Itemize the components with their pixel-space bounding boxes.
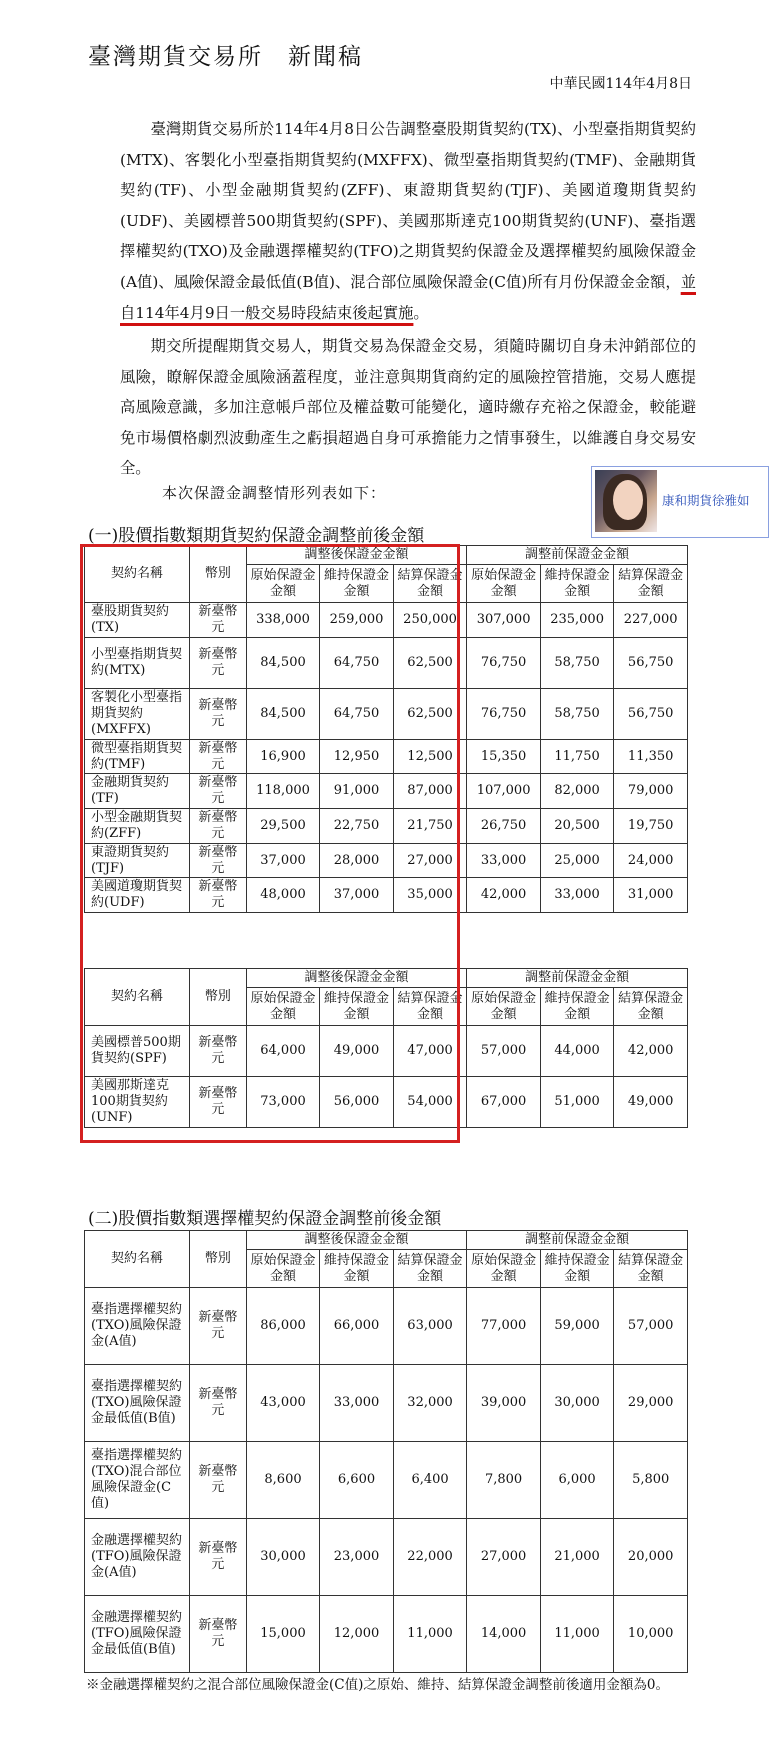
currency-cell: 新臺幣元 <box>190 878 247 913</box>
header-settlement-before: 結算保證金金額 <box>614 988 688 1026</box>
header-initial-before: 原始保證金金額 <box>467 988 541 1026</box>
margin-value: 6,400 <box>393 1442 467 1519</box>
currency-cell: 新臺幣元 <box>190 844 247 878</box>
contract-name: 小型臺指期貨契約(MTX) <box>85 638 190 689</box>
contract-name: 金融選擇權契約(TFO)風險保證金(A值) <box>85 1519 190 1596</box>
header-contract: 契約名稱 <box>85 1231 190 1288</box>
margin-value: 5,800 <box>614 1442 688 1519</box>
margin-value: 39,000 <box>467 1365 541 1442</box>
margin-value: 33,000 <box>320 1365 394 1442</box>
table-row <box>85 1288 688 1365</box>
contract-name: 微型臺指期貨契約(TMF) <box>85 740 190 774</box>
margin-value: 37,000 <box>320 878 394 913</box>
margin-value: 33,000 <box>540 878 614 913</box>
author-name: 康和期貨徐雅如 <box>662 493 750 508</box>
header-initial-before: 原始保證金金額 <box>467 1250 541 1288</box>
margin-value: 12,950 <box>320 740 394 774</box>
page-title: 臺灣期貨交易所 新聞稿 <box>88 44 363 70</box>
margin-value: 25,000 <box>540 844 614 878</box>
margin-value: 11,000 <box>393 1596 467 1673</box>
header-maintenance-after: 維持保證金金額 <box>320 565 394 603</box>
table-row <box>85 1519 688 1596</box>
margin-value: 76,750 <box>467 689 541 740</box>
margin-value: 11,350 <box>614 740 688 774</box>
margin-value: 56,750 <box>614 689 688 740</box>
currency-cell: 新臺幣元 <box>190 1365 247 1442</box>
header-after: 調整後保證金金額 <box>246 546 467 565</box>
margin-value: 67,000 <box>467 1077 541 1128</box>
options-margin-table <box>84 1230 688 1673</box>
header-settlement-after: 結算保證金金額 <box>393 1250 467 1288</box>
margin-value: 66,000 <box>320 1288 394 1365</box>
margin-value: 77,000 <box>467 1288 541 1365</box>
margin-value: 19,750 <box>614 809 688 844</box>
announcement-text: 臺灣期貨交易所於114年4月8日公告調整臺股期貨契約(TX)、小型臺指期貨契約(MTX)、客製化小型臺指期貨契約(MXFFX)、微型臺指期貨契約(TMF)、金融期貨契約(TF)、小型金融期貨契約(ZFF)、東證期貨契約(TJF)、美國道瓊期貨契約(UDF)、美國標普500期貨契約(SPF)、美國那斯達克100期貨契約(UNF)、臺指選擇權契約(TXO)及金融選擇權契約(TFO)之期貨契約保證金及選擇權契約風險保證金(A值)、風險保證金最低值(B值)、混合部位風險保證金(C值)所有月份保證金金額， <box>120 120 696 291</box>
margin-value: 47,000 <box>393 1026 467 1077</box>
avatar-photo-icon <box>595 470 657 532</box>
margin-value: 12,500 <box>393 740 467 774</box>
author-badge <box>591 466 769 538</box>
currency-cell: 新臺幣元 <box>190 1442 247 1519</box>
header-maintenance-after: 維持保證金金額 <box>320 1250 394 1288</box>
contract-name: 美國標普500期貨契約(SPF) <box>85 1026 190 1077</box>
margin-value: 57,000 <box>467 1026 541 1077</box>
contract-name: 金融期貨契約(TF) <box>85 774 190 809</box>
margin-value: 8,600 <box>246 1442 320 1519</box>
margin-value: 259,000 <box>320 603 394 638</box>
header-settlement-before: 結算保證金金額 <box>614 565 688 603</box>
header-settlement-after: 結算保證金金額 <box>393 565 467 603</box>
header-initial-before: 原始保證金金額 <box>467 565 541 603</box>
header-before: 調整前保證金金額 <box>467 1231 688 1250</box>
margin-value: 12,000 <box>320 1596 394 1673</box>
currency-cell: 新臺幣元 <box>190 740 247 774</box>
margin-value: 48,000 <box>246 878 320 913</box>
contract-name: 美國道瓊期貨契約(UDF) <box>85 878 190 913</box>
header-settlement-before: 結算保證金金額 <box>614 1250 688 1288</box>
margin-value: 24,000 <box>614 844 688 878</box>
margin-value: 107,000 <box>467 774 541 809</box>
margin-value: 76,750 <box>467 638 541 689</box>
margin-value: 15,350 <box>467 740 541 774</box>
margin-value: 16,900 <box>246 740 320 774</box>
header-before: 調整前保證金金額 <box>467 969 688 988</box>
margin-value: 30,000 <box>540 1365 614 1442</box>
margin-value: 57,000 <box>614 1288 688 1365</box>
paragraph-announcement <box>120 114 696 328</box>
header-currency: 幣別 <box>190 1231 247 1288</box>
currency-cell: 新臺幣元 <box>190 638 247 689</box>
margin-value: 6,600 <box>320 1442 394 1519</box>
contract-name: 臺股期貨契約(TX) <box>85 603 190 638</box>
contract-name: 小型金融期貨契約(ZFF) <box>85 809 190 844</box>
header-after: 調整後保證金金額 <box>246 969 467 988</box>
margin-value: 21,000 <box>540 1519 614 1596</box>
table-row <box>85 1596 688 1673</box>
margin-value: 37,000 <box>246 844 320 878</box>
margin-value: 30,000 <box>246 1519 320 1596</box>
margin-value: 54,000 <box>393 1077 467 1128</box>
header-initial-after: 原始保證金金額 <box>246 988 320 1026</box>
header-maintenance-before: 維持保證金金額 <box>540 988 614 1026</box>
margin-value: 21,750 <box>393 809 467 844</box>
table-row <box>85 1365 688 1442</box>
margin-value: 86,000 <box>246 1288 320 1365</box>
margin-value: 31,000 <box>614 878 688 913</box>
currency-cell: 新臺幣元 <box>190 809 247 844</box>
margin-value: 250,000 <box>393 603 467 638</box>
header-settlement-after: 結算保證金金額 <box>393 988 467 1026</box>
header-maintenance-before: 維持保證金金額 <box>540 1250 614 1288</box>
currency-cell: 新臺幣元 <box>190 1519 247 1596</box>
margin-value: 49,000 <box>320 1026 394 1077</box>
margin-value: 118,000 <box>246 774 320 809</box>
currency-cell: 新臺幣元 <box>190 603 247 638</box>
contract-name: 金融選擇權契約(TFO)風險保證金最低值(B值) <box>85 1596 190 1673</box>
margin-value: 14,000 <box>467 1596 541 1673</box>
margin-value: 58,750 <box>540 689 614 740</box>
margin-value: 27,000 <box>393 844 467 878</box>
margin-value: 64,750 <box>320 638 394 689</box>
margin-value: 73,000 <box>246 1077 320 1128</box>
margin-value: 84,500 <box>246 638 320 689</box>
margin-value: 23,000 <box>320 1519 394 1596</box>
margin-value: 91,000 <box>320 774 394 809</box>
highlight-box <box>80 544 460 1143</box>
margin-value: 20,500 <box>540 809 614 844</box>
margin-value: 82,000 <box>540 774 614 809</box>
table-intro: 本次保證金調整情形列表如下： <box>162 484 387 502</box>
currency-cell: 新臺幣元 <box>190 689 247 740</box>
margin-value: 64,000 <box>246 1026 320 1077</box>
margin-value: 62,500 <box>393 638 467 689</box>
margin-value: 49,000 <box>614 1077 688 1128</box>
margin-value: 56,750 <box>614 638 688 689</box>
margin-value: 35,000 <box>393 878 467 913</box>
margin-value: 42,000 <box>467 878 541 913</box>
table-row <box>85 1442 688 1519</box>
margin-value: 64,750 <box>320 689 394 740</box>
margin-value: 62,500 <box>393 689 467 740</box>
margin-value: 32,000 <box>393 1365 467 1442</box>
margin-value: 6,000 <box>540 1442 614 1519</box>
currency-cell: 新臺幣元 <box>190 1288 247 1365</box>
currency-cell: 新臺幣元 <box>190 1596 247 1673</box>
margin-value: 227,000 <box>614 603 688 638</box>
header-after: 調整後保證金金額 <box>246 1231 467 1250</box>
margin-value: 11,000 <box>540 1596 614 1673</box>
section1-title: (一)股價指數類期貨契約保證金調整前後金額 <box>88 526 425 546</box>
header-contract: 契約名稱 <box>85 969 190 1026</box>
margin-value: 59,000 <box>540 1288 614 1365</box>
margin-value: 338,000 <box>246 603 320 638</box>
header-initial-after: 原始保證金金額 <box>246 1250 320 1288</box>
margin-value: 29,000 <box>614 1365 688 1442</box>
currency-cell: 新臺幣元 <box>190 1026 247 1077</box>
header-initial-after: 原始保證金金額 <box>246 565 320 603</box>
margin-value: 28,000 <box>320 844 394 878</box>
margin-value: 58,750 <box>540 638 614 689</box>
contract-name: 臺指選擇權契約(TXO)風險保證金(A值) <box>85 1288 190 1365</box>
release-date: 中華民國114年4月8日 <box>549 76 692 92</box>
contract-name: 臺指選擇權契約(TXO)風險保證金最低值(B值) <box>85 1365 190 1442</box>
margin-value: 51,000 <box>540 1077 614 1128</box>
header-before: 調整前保證金金額 <box>467 546 688 565</box>
header-contract: 契約名稱 <box>85 546 190 603</box>
header-maintenance-after: 維持保證金金額 <box>320 988 394 1026</box>
section2-title: (二)股價指數類選擇權契約保證金調整前後金額 <box>88 1209 442 1229</box>
margin-value: 11,750 <box>540 740 614 774</box>
announcement-end: 。 <box>413 303 429 322</box>
margin-value: 10,000 <box>614 1596 688 1673</box>
header-currency: 幣別 <box>190 546 247 603</box>
margin-value: 27,000 <box>467 1519 541 1596</box>
margin-value: 7,800 <box>467 1442 541 1519</box>
margin-value: 33,000 <box>467 844 541 878</box>
margin-value: 15,000 <box>246 1596 320 1673</box>
margin-value: 26,750 <box>467 809 541 844</box>
margin-value: 22,750 <box>320 809 394 844</box>
margin-value: 84,500 <box>246 689 320 740</box>
margin-value: 43,000 <box>246 1365 320 1442</box>
footnote: ※金融選擇權契約之混合部位風險保證金(C值)之原始、維持、結算保證金調整前後適用金額為0。 <box>86 1677 669 1693</box>
margin-value: 79,000 <box>614 774 688 809</box>
margin-value: 29,500 <box>246 809 320 844</box>
margin-value: 20,000 <box>614 1519 688 1596</box>
header-currency: 幣別 <box>190 969 247 1026</box>
contract-name: 臺指選擇權契約(TXO)混合部位風險保證金(C值) <box>85 1442 190 1519</box>
margin-value: 56,000 <box>320 1077 394 1128</box>
effective-date-highlight: 並自114年4月9日一般交易時段結束後起實施 <box>120 272 696 322</box>
contract-name: 客製化小型臺指期貨契約(MXFFX) <box>85 689 190 740</box>
margin-value: 87,000 <box>393 774 467 809</box>
contract-name: 東證期貨契約(TJF) <box>85 844 190 878</box>
margin-value: 63,000 <box>393 1288 467 1365</box>
contract-name: 美國那斯達克100期貨契約(UNF) <box>85 1077 190 1128</box>
paragraph-reminder: 期交所提醒期貨交易人，期貨交易為保證金交易，須隨時關切自身未沖銷部位的風險，瞭解保證金風險涵蓋程度，並注意與期貨商約定的風險控管措施，交易人應提高風險意識，多加注意帳戶部位及權益數可能變化，適時繳存充裕之保證金，較能避免市場價格劇烈波動產生之虧損超過自身可承擔能力之情事發生，以維護自身交易安全。 <box>120 337 696 478</box>
margin-value: 307,000 <box>467 603 541 638</box>
margin-value: 235,000 <box>540 603 614 638</box>
margin-value: 44,000 <box>540 1026 614 1077</box>
margin-value: 42,000 <box>614 1026 688 1077</box>
header-maintenance-before: 維持保證金金額 <box>540 565 614 603</box>
margin-value: 22,000 <box>393 1519 467 1596</box>
currency-cell: 新臺幣元 <box>190 1077 247 1128</box>
currency-cell: 新臺幣元 <box>190 774 247 809</box>
